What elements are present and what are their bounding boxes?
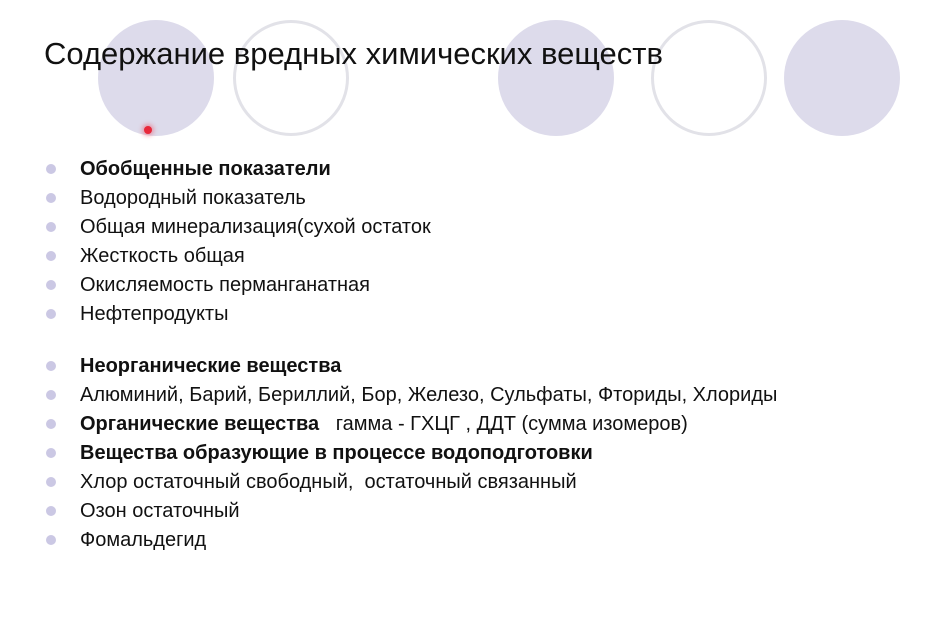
list-item-label: Водородный показатель xyxy=(80,187,306,209)
bullet-icon xyxy=(46,193,56,203)
list-item-label: Озон остаточный xyxy=(80,500,240,522)
list-item-suffix: гамма - ГХЦГ , ДДТ (сумма изомеров) xyxy=(319,413,688,435)
list-item xyxy=(44,353,884,379)
list-item-label: Нефтепродукты xyxy=(80,303,229,325)
laser-pointer-dot xyxy=(144,126,152,134)
list-item xyxy=(44,214,884,240)
list-item-label: Алюминий, Барий, Бериллий, Бор, Железо, Сульфаты, Фториды, Хлориды xyxy=(80,384,778,406)
list-item xyxy=(44,185,884,211)
bullet-icon xyxy=(46,164,56,174)
list-item-label: Вещества образующие в процессе водоподготовки xyxy=(80,442,593,464)
list-item-label: Фомальдегид xyxy=(80,529,207,551)
list-item-label: Органические вещества xyxy=(80,413,320,435)
list-item xyxy=(44,527,884,553)
list-item xyxy=(44,498,884,524)
list-item-label: Жесткость общая xyxy=(80,245,245,267)
bullet-icon xyxy=(46,361,56,371)
list-item xyxy=(44,156,884,182)
list-item xyxy=(44,272,884,298)
list-item-label: Окисляемость перманганатная xyxy=(80,274,370,296)
list-item-label: Обобщенные показатели xyxy=(80,158,331,180)
content-list xyxy=(44,156,884,556)
list-item xyxy=(44,411,884,437)
bullet-icon xyxy=(46,535,56,545)
bullet-icon xyxy=(46,477,56,487)
list-item xyxy=(44,469,884,495)
list-item xyxy=(44,382,884,408)
list-item xyxy=(44,301,884,327)
bullet-icon xyxy=(46,506,56,516)
decorative-circle-4 xyxy=(651,20,767,136)
list-item-label: Неорганические вещества xyxy=(80,355,342,377)
bullet-icon xyxy=(46,419,56,429)
bullet-icon xyxy=(46,280,56,290)
bullet-icon xyxy=(46,222,56,232)
bullet-icon xyxy=(46,251,56,261)
decorative-circle-5 xyxy=(784,20,900,136)
bullet-icon xyxy=(46,309,56,319)
list-item xyxy=(44,440,884,466)
list-item-label: Хлор остаточный свободный, остаточный связанный xyxy=(80,471,577,493)
bullet-icon xyxy=(46,448,56,458)
slide-title: Содержание вредных химических веществ xyxy=(44,36,663,71)
list-item-label: Общая минерализация(сухой остаток xyxy=(80,216,431,238)
list-item xyxy=(44,243,884,269)
bullet-icon xyxy=(46,390,56,400)
